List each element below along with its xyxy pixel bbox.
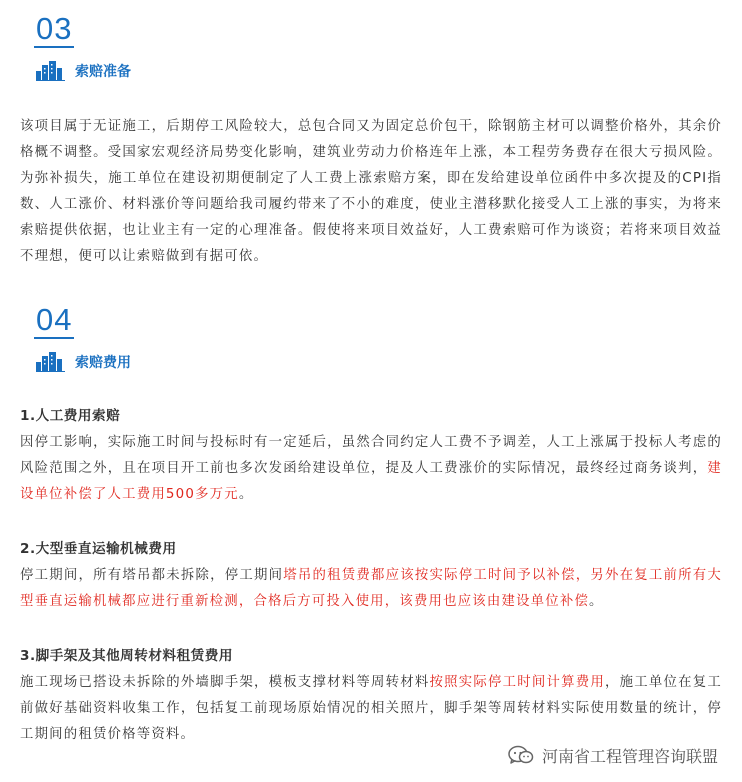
item-text: 施工现场已搭设未拆除的外墙脚手架，模板支撑材料等周转材料 (20, 675, 430, 690)
building-icon (36, 352, 66, 372)
wechat-icon (508, 745, 534, 765)
item-paragraph (20, 563, 722, 615)
section-heading (36, 60, 131, 82)
item-text-tail: 。 (589, 594, 604, 609)
section-number-underline (34, 46, 74, 48)
watermark-text: 河南省工程管理咨询联盟 (541, 746, 718, 766)
item-highlight: 按照实际停工时间计算费用 (429, 675, 606, 690)
item-title: 3.脚手架及其他周转材料租赁费用 (20, 648, 233, 664)
section-number-underline (34, 337, 74, 339)
watermark (508, 742, 718, 768)
item-text-tail: ，施工单位在复工前做好基础资料收集工作，包括复工前现场原始情况的相关照片，脚手架等周转材料实际使用数量的统计，停工期间的租赁价格等资料。 (20, 675, 722, 742)
section-heading (36, 351, 131, 373)
item-paragraph (20, 430, 722, 508)
item-highlight: 塔吊的租赁费都应该按实际停工时间予以补偿，另外在复工前所有大型垂直运输机械都应进行重新检测，合格后方可投入使用，该费用也应该由建设单位补偿 (20, 568, 722, 609)
section-title: 索赔准备 (75, 64, 131, 80)
section-paragraph: 该项目属于无证施工，后期停工风险较大，总包合同又为固定总价包干，除钢筋主材可以调整价格外，其余价格概不调整。受国家宏观经济局势变化影响，建筑业劳动力价格连年上涨，本工程劳务费存在很大亏损风险。为弥补损失，施工单位在建设初期便制定了人工费上涨索赔方案，即在发给建设单位函件中多次提及的CPI指数、人工涨价、材料涨价等问题给我司履约带来了不小的难度，使业主潜移默化接受人工上涨的事实，为将来索赔提供依据，也让业主有一定的心理准备。假使将来项目效益好，人工费索赔可作为谈资；若将来项目效益不理想，便可以让索赔做到有据可依。 (20, 119, 722, 264)
section-number: 03 (36, 11, 73, 46)
item-text-tail: 。 (238, 487, 254, 502)
item-text: 停工期间，所有塔吊都未拆除，停工期间 (20, 568, 284, 583)
section-number: 04 (36, 302, 73, 337)
building-icon (36, 61, 66, 81)
item-highlight: 建设单位补偿了人工费用500多万元 (20, 461, 722, 502)
item-paragraph (20, 670, 722, 748)
section-title: 索赔费用 (75, 355, 131, 371)
item-title: 1.人工费用索赔 (20, 408, 121, 424)
item-text: 因停工影响，实际施工时间与投标时有一定延后，虽然合同约定人工费不予调差，人工上涨属于投标人考虑的风险范围之外，且在项目开工前也多次发函给建设单位，提及人工费涨价的实际情况，最终经过商务谈判， (20, 435, 722, 476)
item-title: 2.大型垂直运输机械费用 (20, 541, 177, 557)
